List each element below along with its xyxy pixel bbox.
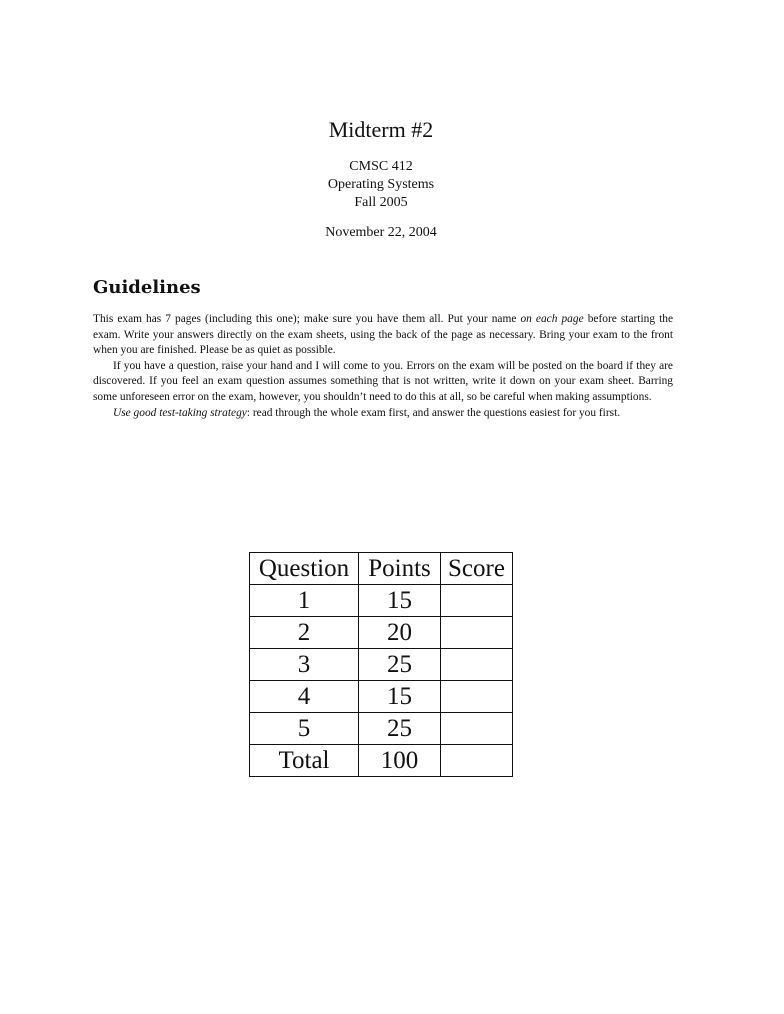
question-points: 20 — [359, 617, 441, 649]
title-block — [0, 116, 762, 242]
page-title: Midterm #2 — [328, 117, 434, 142]
question-score — [441, 649, 513, 681]
course-term: Fall 2005 — [354, 195, 408, 210]
total-points: 100 — [359, 745, 441, 777]
guidelines-p1-text-a: This exam has 7 pages (including this one); make sure you have them all. Put your name — [93, 313, 521, 325]
guidelines-p3-emphasis: Use good test-taking strategy — [113, 406, 247, 419]
total-row — [250, 745, 513, 777]
guidelines-paragraph-2: If you have a question, raise your hand and I will come to you. Errors on the exam will be posted on the board if they are discovered. If you feel an exam question assumes something that is not written, write it down on your exam sheet. Barring some unforeseen error on the exam, however, you shouldn’t need to do this at all, so be careful when making assumptions. — [93, 359, 673, 403]
question-score — [441, 617, 513, 649]
course-name: Operating Systems — [327, 177, 435, 192]
score-table-header-row — [250, 553, 513, 585]
question-points: 15 — [359, 681, 441, 713]
table-row — [250, 585, 513, 617]
question-number: 4 — [250, 681, 359, 713]
question-number: 1 — [250, 585, 359, 617]
course-code: CMSC 412 — [349, 159, 413, 174]
question-number: 2 — [250, 617, 359, 649]
question-number: 5 — [250, 713, 359, 745]
total-score — [441, 745, 513, 777]
guidelines-p1-emphasis: on each page — [520, 313, 584, 325]
header-question: Question — [250, 553, 359, 585]
table-row — [250, 649, 513, 681]
table-row — [250, 713, 513, 745]
guidelines-heading: Guidelines — [93, 277, 201, 298]
guidelines-p3-text: : read through the whole exam first, and answer the questions easiest for you first. — [246, 406, 621, 419]
course-info — [0, 158, 762, 212]
score-table — [249, 552, 513, 777]
guidelines-paragraph-3 — [93, 406, 673, 422]
guidelines-section — [93, 276, 673, 421]
question-number: 3 — [250, 649, 359, 681]
guidelines-p1-text-b: before starting the exam. Write your answers directly on the exam sheets, using the back of the page as necessary. Bring your exam to the front when you are finished. Please be as quiet as possible. — [93, 313, 673, 357]
question-score — [441, 713, 513, 745]
exam-date: November 22, 2004 — [325, 225, 437, 240]
header-score: Score — [441, 553, 513, 585]
table-row — [250, 681, 513, 713]
table-row — [250, 617, 513, 649]
question-points: 25 — [359, 713, 441, 745]
question-points: 25 — [359, 649, 441, 681]
guidelines-paragraph-1 — [93, 312, 673, 359]
header-points: Points — [359, 553, 441, 585]
total-label: Total — [250, 745, 359, 777]
question-points: 15 — [359, 585, 441, 617]
question-score — [441, 585, 513, 617]
question-score — [441, 681, 513, 713]
